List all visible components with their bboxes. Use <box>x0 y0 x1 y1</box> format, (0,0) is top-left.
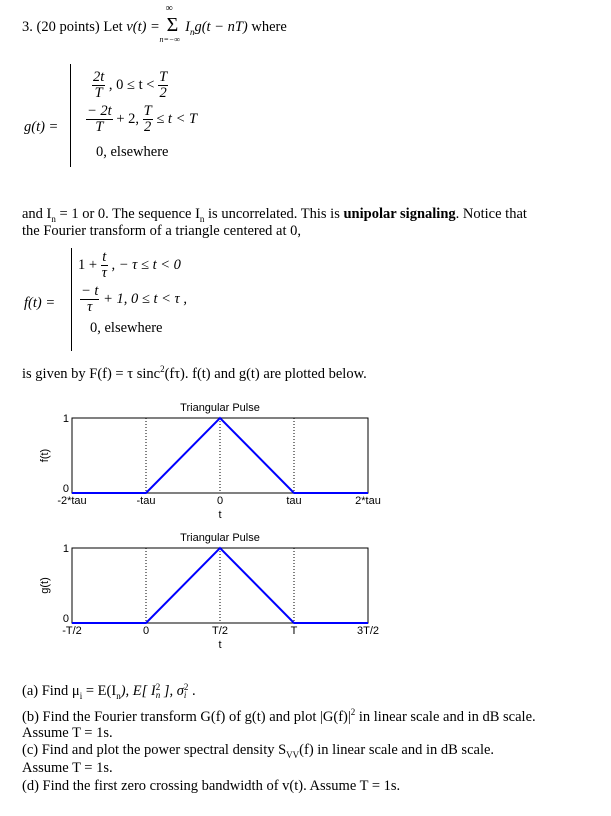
qc-sub: VV <box>286 749 300 760</box>
qc-1: (c) Find and plot the power spectral density S <box>22 742 287 758</box>
sum-lower-limit: n=−∞ <box>159 35 180 44</box>
qa-sub4: i <box>183 689 187 700</box>
g-case2-cond-num: T <box>143 103 152 119</box>
text1-b: = 1 or 0. The sequence I <box>55 206 200 222</box>
text1-sub: n <box>51 213 56 224</box>
qa-sup4: 2 <box>183 682 189 693</box>
problem-number: 3. (20 points) Let <box>22 19 123 35</box>
sum-upper-limit: ∞ <box>165 3 173 14</box>
f-case-3: 0, elsewhere <box>90 320 163 336</box>
y-axis-label: g(t) <box>39 577 51 594</box>
text2-a: is given by F(f) = τ sinc <box>22 365 161 382</box>
unipolar-signaling-bold: unipolar signaling <box>343 206 456 222</box>
x-axis-label: t <box>218 639 222 651</box>
f-case2-num: − t <box>81 283 99 299</box>
sum-term: I <box>185 19 190 35</box>
x-axis-label: t <box>218 509 222 521</box>
g-lhs: g(t) = <box>24 119 59 135</box>
y-axis-label: f(t) <box>39 448 51 463</box>
text1-d: . Notice that <box>455 206 527 222</box>
g-case-3: 0, elsewhere <box>96 144 169 160</box>
g-case-1 <box>92 70 168 101</box>
qb-1: (b) Find the Fourier transform G(f) of g(t) and plot |G(f)| <box>22 708 351 725</box>
f-case-1 <box>78 250 181 281</box>
x-tick-label: -T/2 <box>62 625 82 637</box>
qa-2: = E(I <box>82 683 117 699</box>
x-tick-label: T <box>290 625 298 637</box>
sigma-symbol: Σ <box>166 14 179 36</box>
x-tick-label: 0 <box>216 495 224 507</box>
question-c-line-2: Assume T = 1s. <box>22 760 113 776</box>
text1-a: and I <box>22 206 52 222</box>
qa-1: (a) Find μ <box>22 683 80 699</box>
g-case2-cond: ≤ t < T <box>156 111 198 128</box>
question-a <box>22 683 196 701</box>
question-c-line-1 <box>22 742 494 760</box>
paragraph-1-line-1 <box>22 206 527 224</box>
y-tick-label: 0 <box>62 483 69 495</box>
f-case1-num: t <box>102 249 107 265</box>
where-label: where <box>251 19 287 35</box>
qa-sup3: 2 <box>155 682 161 693</box>
x-tick-label: T/2 <box>212 625 228 637</box>
f-lhs: f(t) = <box>24 295 56 311</box>
g-brace <box>70 64 71 167</box>
g-case2-mid: + 2, <box>116 111 140 128</box>
chart-title: Triangular Pulse <box>180 532 260 544</box>
question-b-line-2: Assume T = 1s. <box>22 725 113 741</box>
g-case1-cond: , 0 ≤ t < <box>108 77 155 94</box>
y-tick-label: 1 <box>62 413 69 425</box>
g-case-2 <box>86 104 197 135</box>
triangular-pulse-chart-g <box>0 526 611 656</box>
qa-sub: i <box>79 690 83 701</box>
g-case1-cond-num: T <box>159 69 168 85</box>
qa-4: ], σ <box>160 683 184 699</box>
f-case1-cond: , − τ ≤ t < 0 <box>111 257 181 274</box>
f-case1-den: τ <box>101 265 107 282</box>
text1-sub2: n <box>199 213 205 224</box>
y-tick-label: 0 <box>62 613 69 625</box>
question-d: (d) Find the first zero crossing bandwidth of v(t). Assume T = 1s. <box>22 778 401 794</box>
sum-term-subscript: n <box>189 26 195 37</box>
x-tick-label: 0 <box>142 625 150 637</box>
qa-sub3: n <box>155 689 161 700</box>
f-case1-a: 1 + <box>78 257 98 274</box>
qb-2: in linear scale and in dB scale. <box>355 708 536 725</box>
f-case-2 <box>80 284 187 315</box>
qa-5: . <box>188 683 196 699</box>
qc-2: (f) in linear scale and in dB scale. <box>299 742 495 758</box>
x-tick-label: -2*tau <box>57 495 87 507</box>
qb-sup: 2 <box>350 707 356 717</box>
question-b-line-1 <box>22 707 536 726</box>
paragraph-2 <box>22 364 367 383</box>
qa-sub2: n <box>116 690 121 701</box>
problem-header <box>22 3 287 44</box>
f-brace <box>71 248 72 351</box>
g-case2-cond-den: 2 <box>144 119 152 136</box>
paragraph-1-line-2: the Fourier transform of a triangle centered at 0, <box>22 223 302 239</box>
sum-term-rest: g(t − nT) <box>194 19 248 35</box>
text1-c: is uncorrelated. This is <box>204 206 344 222</box>
x-tick-label: tau <box>286 495 302 507</box>
g-case2-den: T <box>95 119 104 136</box>
f-case2-cond: + 1, 0 ≤ t < τ , <box>103 291 187 308</box>
g-case1-den: T <box>94 85 103 102</box>
f-case2-den: τ <box>87 299 93 316</box>
x-tick-label: -tau <box>136 495 156 507</box>
y-tick-label: 1 <box>62 543 69 555</box>
chart-title: Triangular Pulse <box>180 402 260 414</box>
x-tick-label: 3T/2 <box>356 625 380 637</box>
x-tick-label: 2*tau <box>355 495 381 507</box>
text2-sup: 2 <box>160 364 165 374</box>
g-case2-num: − 2t <box>87 103 112 119</box>
triangular-pulse-chart-f <box>0 396 611 526</box>
g-case1-num: 2t <box>93 69 105 85</box>
g-case1-cond-den: 2 <box>159 85 167 102</box>
text2-b: (fτ). f(t) and g(t) are plotted below. <box>164 365 367 382</box>
v-definition: v(t) = <box>126 19 160 35</box>
qa-3: ), E[ I <box>120 683 156 699</box>
summation <box>159 3 181 44</box>
